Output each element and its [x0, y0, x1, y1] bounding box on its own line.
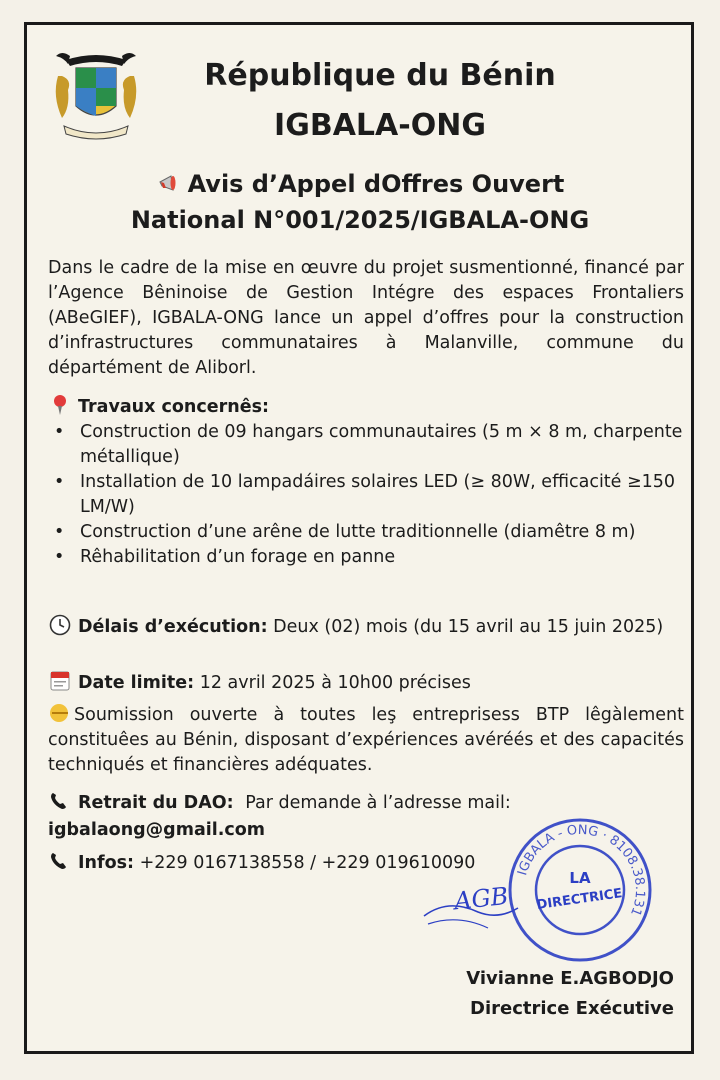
works-item: • Construction de 09 hangars communautaires (5 m × 8 m, charpente métallique) [80, 420, 684, 470]
date-limite-value: 12 avril 2025 à 10h00 précises [199, 673, 471, 693]
country-heading: République du Bénin [204, 58, 556, 93]
delais-value: Deux (02) mois (du 15 avril au 15 juin 2025) [273, 617, 664, 637]
phone-icon [48, 790, 72, 812]
date-limite-label: Date limite: [78, 673, 195, 693]
stamp-center-line2: DIRECTRICE [535, 886, 624, 913]
contact-email[interactable]: igbalaong@gmail.com [48, 820, 266, 840]
notice-title-line2: National N°001/2025/IGBALA-ONG [130, 206, 590, 234]
megaphone-icon [156, 173, 182, 195]
works-section [48, 394, 684, 570]
works-list [48, 420, 684, 570]
signer-name: Vivianne E.AGBODJO [466, 968, 674, 989]
retrait-label: Retrait du DAO: [78, 793, 234, 813]
soumission-paragraph [48, 702, 684, 778]
clock-icon [48, 614, 72, 636]
works-title-text: Travaux concernês: [78, 397, 269, 417]
notice-title-line1 [0, 170, 720, 198]
notice-title-text1: Avis d’Appel dOffres Ouvert [187, 170, 565, 198]
soumission-text: Soumission ouverte à toutes leş entreprisess BTP lêgàlement constituêes au Bénin, disposant d’expériences avéréés et des capacités techniqués et financières adéquates. [48, 705, 684, 775]
pointing-hand-icon [48, 702, 72, 724]
stamp-ring-textpath: IGBALA - ONG · 8108.38.131 [515, 822, 648, 919]
works-item: • Installation de 10 lampadáires solaires LED (≥ 80W, efficacité ≥150 LM/W) [80, 470, 684, 520]
infos-value[interactable]: +229 0167138558 / +229 019610090 [139, 853, 476, 873]
delais-line [48, 614, 684, 640]
delais-label: Délais d’exécution: [78, 617, 268, 637]
stamp-center-line1: LA [569, 869, 591, 887]
phone-icon [48, 850, 72, 872]
intro-paragraph: Dans le cadre de la mise en œuvre du projet susmentionné, financé par l’Agence Bêninoise de Gestion Intégre des espaces Frontaliers (ABeGIEF), IGBALA-ONG lance un appel d’offres pour la construction d’infrastructures communataires à Malanville, commune du départément de Aliborl. [48, 258, 684, 378]
signer-title: Directrice Exécutive [470, 998, 674, 1019]
works-item: • Construction d’une arêne de lutte traditionnelle (diamêtre 8 m) [80, 520, 684, 545]
handwritten-signature [418, 868, 528, 938]
signature-text: AGB [452, 881, 510, 916]
works-item: • Rêhabilitation d’un forage en panne [80, 545, 684, 570]
organization-heading: IGBALA-ONG [274, 108, 486, 143]
retrait-value: Par demande à l’adresse mail: [245, 793, 511, 813]
retrait-line [48, 790, 684, 816]
works-title [48, 394, 684, 420]
calendar-icon [48, 670, 72, 692]
infos-label: Infos: [78, 853, 135, 873]
pushpin-icon [48, 394, 72, 416]
date-limite-line [48, 670, 684, 696]
